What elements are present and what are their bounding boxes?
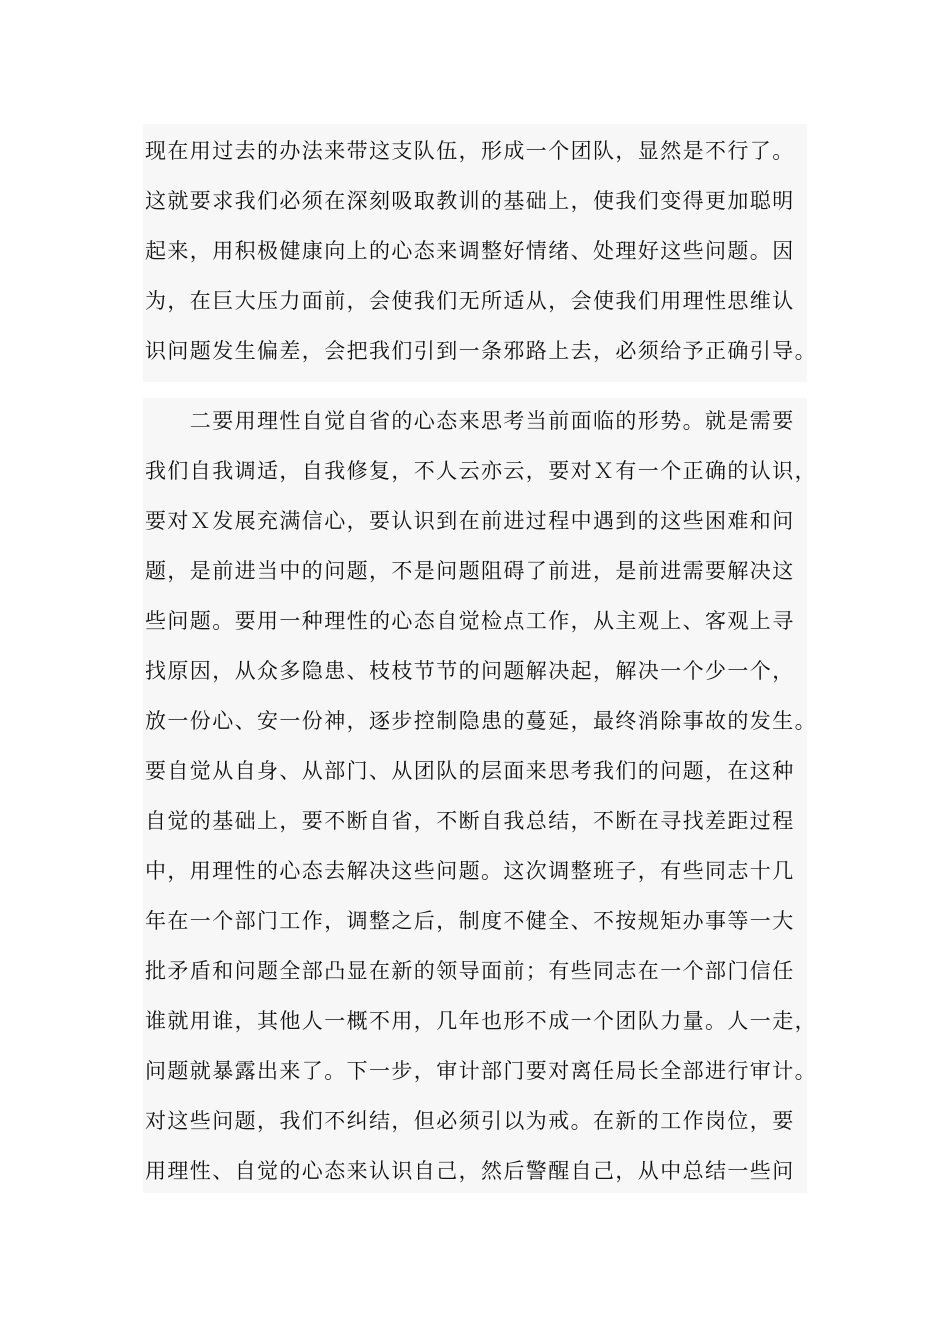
paragraph-2-line: 用理性、自觉的心态来认识自己，然后警醒自己，从中总结一些问 <box>145 1159 795 1183</box>
paragraph-2-line: 题，是前进当中的问题，不是问题阻碍了前进，是前进需要解决这 <box>145 559 795 583</box>
paragraph-1-line: 现在用过去的办法来带这支队伍，形成一个团队，显然是不行了。 <box>145 139 795 163</box>
paragraph-2-line: 批矛盾和问题全部凸显在新的领导面前；有些同志在一个部门信任 <box>145 959 795 983</box>
paragraph-2-line: 要自觉从自身、从部门、从团队的层面来思考我们的问题，在这种 <box>145 759 795 783</box>
paragraph-2-line: 我们自我调适，自我修复，不人云亦云，要对Ｘ有一个正确的认识， <box>145 459 817 483</box>
paragraph-2-line: 问题就暴露出来了。下一步，审计部门要对离任局长全部进行审计。 <box>145 1059 817 1083</box>
paragraph-1-line: 为，在巨大压力面前，会使我们无所适从，会使我们用理性思维认 <box>145 289 795 313</box>
paragraph-2-line: 谁就用谁，其他人一概不用，几年也形不成一个团队力量。人一走， <box>145 1009 817 1033</box>
paragraph-1-line: 识问题发生偏差，会把我们引到一条邪路上去，必须给予正确引导。 <box>145 339 817 363</box>
paragraph-1-line: 这就要求我们必须在深刻吸取教训的基础上，使我们变得更加聪明 <box>145 189 795 213</box>
paragraph-2-line: 对这些问题，我们不纠结，但必须引以为戒。在新的工作岗位，要 <box>145 1109 795 1133</box>
paragraph-1-line: 起来，用积极健康向上的心态来调整好情绪、处理好这些问题。因 <box>145 239 795 263</box>
paragraph-2-line: 些问题。要用一种理性的心态自觉检点工作，从主观上、客观上寻 <box>145 609 795 633</box>
paragraph-2-line: 找原因，从众多隐患、枝枝节节的问题解决起，解决一个少一个， <box>145 659 795 683</box>
paragraph-2-line: 自觉的基础上，要不断自省，不断自我总结，不断在寻找差距过程 <box>145 809 795 833</box>
paragraph-2-line: 放一份心、安一份神，逐步控制隐患的蔓延，最终消除事故的发生。 <box>145 709 817 733</box>
paragraph-2-line: 中，用理性的心态去解决这些问题。这次调整班子，有些同志十几 <box>145 859 795 883</box>
paragraph-2-line: 年在一个部门工作，调整之后，制度不健全、不按规矩办事等一大 <box>145 909 795 933</box>
paragraph-2-line: 要对Ｘ发展充满信心，要认识到在前进过程中遇到的这些困难和问 <box>145 509 795 533</box>
paragraph-2-line: 二要用理性自觉自省的心态来思考当前面临的形势。就是需要 <box>145 409 795 433</box>
